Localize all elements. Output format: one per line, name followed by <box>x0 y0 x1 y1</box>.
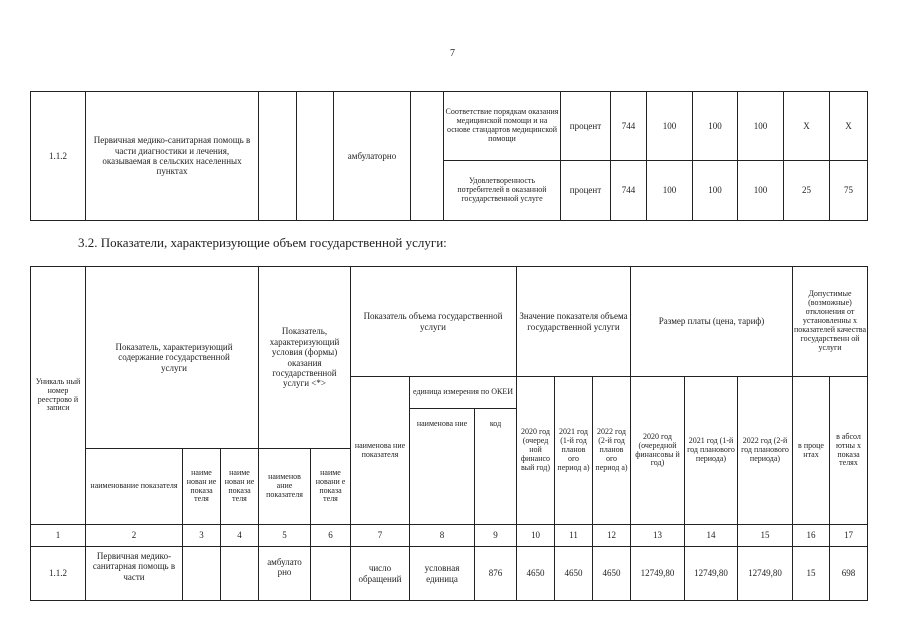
service-form: амбулаторно <box>347 150 397 161</box>
header-content-name-2: наиме нован ие показа теля <box>186 467 217 504</box>
header-okei-code: код <box>489 418 502 428</box>
record-number: 1.1.2 <box>49 150 67 161</box>
col-number: 2 <box>131 530 137 541</box>
row-fee-2021: 12749,80 <box>694 568 728 579</box>
header-fee: Размер платы (цена, тариф) <box>658 316 765 327</box>
col-number: 1 <box>55 530 61 541</box>
col-number: 3 <box>199 530 204 541</box>
header-volume-indicator: Показатель объема государственной услуги <box>363 311 503 332</box>
header-condition-name-1: наименов ание показателя <box>266 472 303 499</box>
header-volume-value: Значение показателя объема государственной услуги <box>519 311 628 332</box>
col-number: 7 <box>377 530 383 541</box>
row-record-number: 1.1.2 <box>49 568 67 579</box>
value-2020-1: 100 <box>662 120 677 131</box>
col-number: 11 <box>569 530 578 541</box>
header-dev-pct: в проце нтах <box>798 440 824 459</box>
header-deviation: Допустимые (возможные) отклонения от установленны х показателей качества государственн ой услуги <box>794 289 867 352</box>
code-2: 744 <box>621 185 636 196</box>
header-vol-2022: 2022 год (2-й год планов ого период а) <box>595 427 628 472</box>
section-heading: 3.2. Показатели, характеризующие объем государственной услуги: <box>78 235 447 250</box>
row-unit-code: 876 <box>488 568 503 579</box>
quality-indicator-1: Соответствие порядкам оказания медицинской помощи и на основе стандартов медицинской помощи <box>445 107 559 143</box>
unit-2: процент <box>569 185 602 196</box>
row-value-2021: 4650 <box>564 568 583 579</box>
col-number: 8 <box>439 530 445 541</box>
value-2022-2: 100 <box>753 185 768 196</box>
col-number: 5 <box>282 530 287 541</box>
col-number: 15 <box>760 530 770 541</box>
deviation-pct-2: 25 <box>802 185 811 196</box>
header-conditions-indicator: Показатель, характеризующий условия (формы) оказания государственной услуги <*> <box>269 326 340 389</box>
col-number: 17 <box>844 530 853 541</box>
row-content: Первичная медико-санитарная помощь в части <box>92 551 176 582</box>
header-content-name-3: наиме нован ие показа теля <box>224 467 255 504</box>
code-1: 744 <box>621 120 636 131</box>
row-deviation-abs: 698 <box>841 568 856 579</box>
col-number: 4 <box>237 530 242 541</box>
row-fee-2022: 12749,80 <box>748 568 782 579</box>
header-fee-2022: 2022 год (2-й год планового периода) <box>741 436 789 463</box>
unit-1: процент <box>569 120 602 131</box>
header-dev-abs: в абсол ютны х показа телях <box>835 431 862 468</box>
col-number: 16 <box>806 530 816 541</box>
header-content-name-1: наименование показателя <box>90 481 178 491</box>
deviation-abs-2: 75 <box>844 185 853 196</box>
header-fee-2020: 2020 год (очередной финансовы й год) <box>635 431 680 468</box>
row-deviation-pct: 15 <box>806 568 816 579</box>
header-okei: единица измерения по ОКЕИ <box>413 387 513 397</box>
header-volume-name: наименова ние показателя <box>354 440 406 459</box>
value-2022-1: 100 <box>753 120 768 131</box>
deviation-pct-1: X <box>803 120 810 131</box>
header-fee-2021: 2021 год (1-й год планового периода) <box>687 436 735 463</box>
value-2020-2: 100 <box>662 185 677 196</box>
row-unit-name: условная единица <box>424 563 460 584</box>
header-okei-name: наименова ние <box>416 418 468 428</box>
col-number: 14 <box>706 530 716 541</box>
header-content-indicator: Показатель, характеризующий содержание государственной услуги <box>115 341 233 373</box>
header-condition-name-2: наиме новани е показа теля <box>315 467 346 504</box>
col-number: 10 <box>531 530 540 541</box>
row-volume-name: число обращений <box>358 563 402 584</box>
header-vol-2020: 2020 год (очеред ной финансо вый год) <box>520 427 551 472</box>
col-number: 6 <box>328 530 333 541</box>
page-number: 7 <box>450 48 455 59</box>
row-condition: амбулато рно <box>267 557 302 578</box>
value-2021-1: 100 <box>708 120 722 131</box>
header-unique-number: Уникаль ный номер реестрово й записи <box>35 376 81 413</box>
col-number: 9 <box>493 530 498 541</box>
row-value-2020: 4650 <box>526 568 545 579</box>
value-2021-2: 100 <box>708 185 722 196</box>
deviation-abs-1: X <box>845 120 852 131</box>
row-value-2022: 4650 <box>602 568 621 579</box>
row-fee-2020: 12749,80 <box>640 568 675 579</box>
col-number: 13 <box>653 530 662 541</box>
service-name: Первичная медико-санитарная помощь в части диагностики и лечения, оказываемая в сельских населенных пунктах <box>93 135 251 177</box>
header-vol-2021: 2021 год (1-й год планов ого период а) <box>557 427 590 472</box>
quality-indicator-2: Удовлетворенность потребителей в оказанной государственной услуге <box>457 176 547 203</box>
col-number: 12 <box>607 530 616 541</box>
